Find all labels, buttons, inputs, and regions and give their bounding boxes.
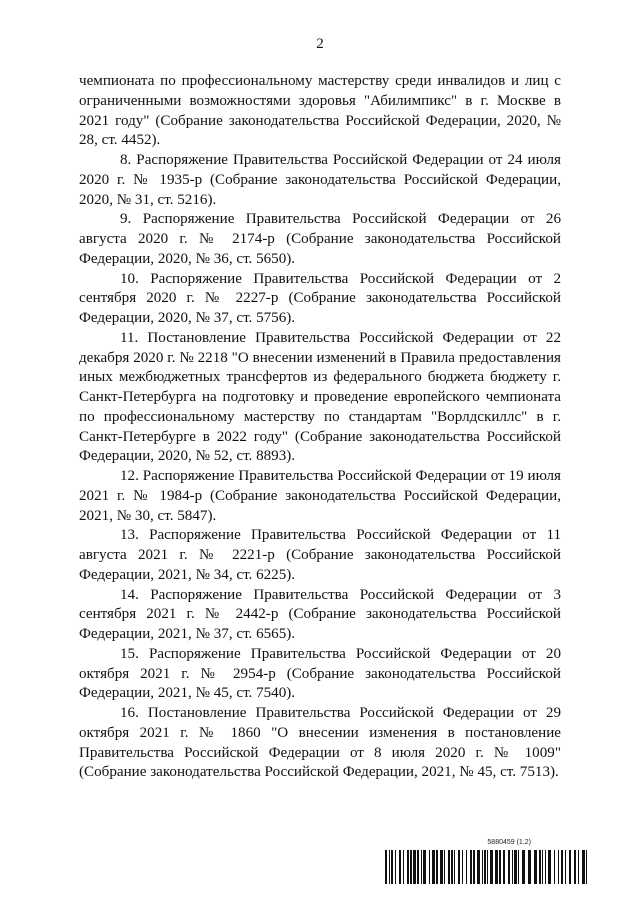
list-item-15: 15. Распоряжение Правительства Российской Федерации от 20 октября 2021 г. № 2954-р (Собрание законодательства Российской Федерации, 2021, № 45, ст. 7540). — [79, 645, 561, 702]
document-body — [79, 72, 561, 783]
paragraph-continuation: чемпионата по профессиональному мастерству среди инвалидов и лиц с ограниченными возможностями здоровья "Абилимпикс" в г. Москве в 2021 году" (Собрание законодательства Российской Федерации, 2020, № 28, ст. 4452). — [79, 73, 561, 149]
list-item-9: 9. Распоряжение Правительства Российской Федерации от 26 августа 2020 г. № 2174-р (Собрание законодательства Российской Федерации, 2020, № 36, ст. 5650). — [79, 211, 561, 267]
list-item-13: 13. Распоряжение Правительства Российской Федерации от 11 августа 2021 г. № 2221-р (Собрание законодательства Российской Федерации, 2021, № 34, ст. 6225). — [79, 527, 561, 583]
list-item-8: 8. Распоряжение Правительства Российской Федерации от 24 июля 2020 г. № 1935-р (Собрание законодательства Российской Федерации, 2020, № 31, ст. 5216). — [79, 152, 561, 208]
list-item-11: 11. Постановление Правительства Российской Федерации от 22 декабря 2020 г. № 2218 "О внесении изменений в Правила предоставления иных межбюджетных трансфертов из федерального бюджета бюджету г. Санкт-Петербурга на подготовку и проведение европейского чемпионата по профессиональному мастерству по стандартам "Ворлдскиллс" в г. Санкт-Петербурге в 2022 году" (Собрание законодательства Российской Федерации, 2020, № 52, ст. 8893). — [79, 329, 561, 465]
document-barcode — [385, 839, 587, 887]
list-item-14: 14. Распоряжение Правительства Российской Федерации от 3 сентября 2021 г. № 2442-р (Собрание законодательства Российской Федерации, 2021, № 37, ст. 6565). — [79, 586, 561, 642]
barcode-label: 5880459 (1.2) — [487, 839, 531, 846]
list-item-10: 10. Распоряжение Правительства Российской Федерации от 2 сентября 2020 г. № 2227-р (Собрание законодательства Российской Федерации, 2020, № 37, ст. 5756). — [79, 270, 561, 326]
barcode-graphic — [385, 850, 587, 884]
list-item-12: 12. Распоряжение Правительства Российской Федерации от 19 июля 2021 г. № 1984-р (Собрание законодательства Российской Федерации, 2021, № 30, ст. 5847). — [79, 468, 561, 524]
page-number: 2 — [316, 36, 324, 52]
list-item-16: 16. Постановление Правительства Российской Федерации от 29 октября 2021 г. № 1860 "О внесении изменения в постановление Правительства Российской Федерации от 8 июля 2020 г. № 1009" (Собрание законодательства Российской Федерации, 2021, № 45, ст. 7513). — [79, 705, 561, 781]
